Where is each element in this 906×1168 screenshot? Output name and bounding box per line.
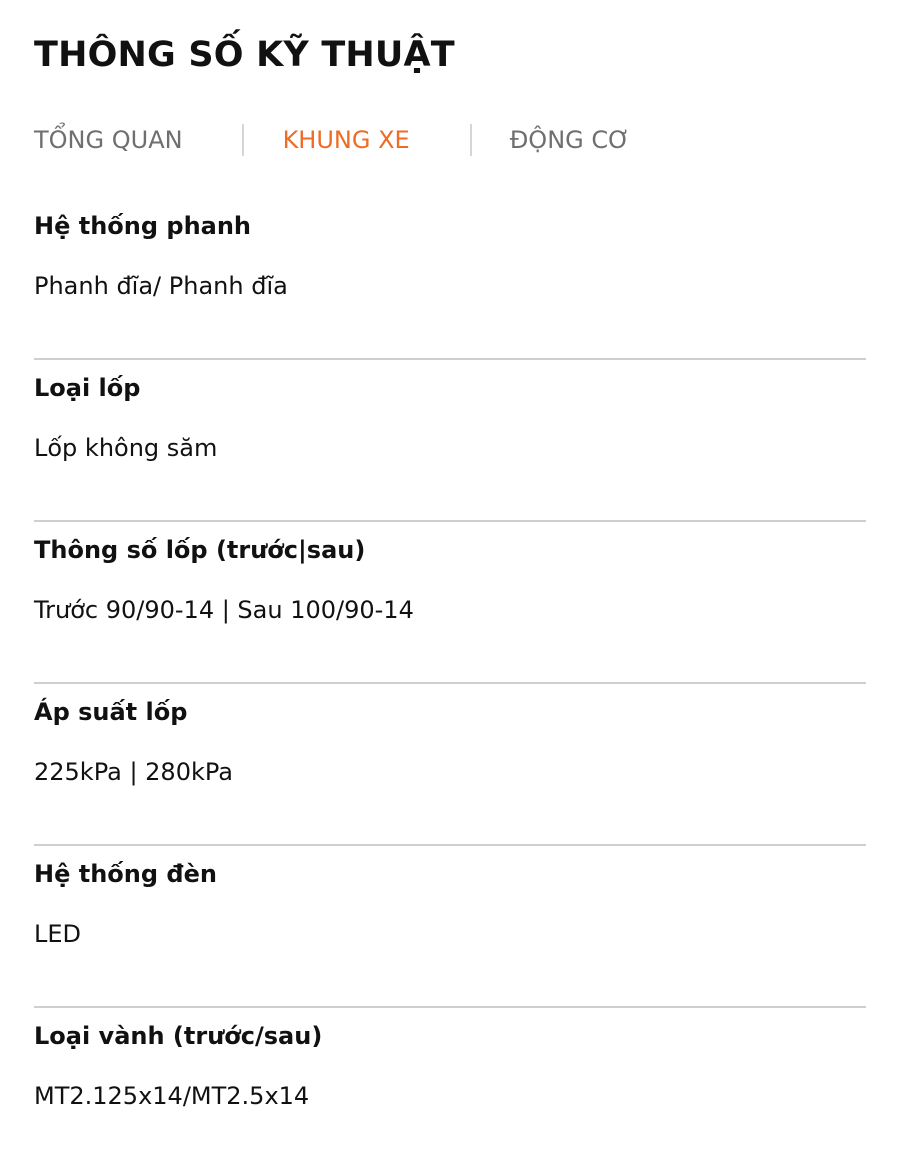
tab-overview[interactable]: TỔNG QUAN xyxy=(34,126,183,154)
spec-tabs xyxy=(34,120,630,160)
tab-divider xyxy=(470,124,472,156)
spec-item-lighting-system xyxy=(34,846,866,1008)
spec-label: Thông số lốp (trước|sau) xyxy=(34,536,366,564)
spec-value: Trước 90/90-14 | Sau 100/90-14 xyxy=(34,596,414,624)
spec-label: Loại vành (trước/sau) xyxy=(34,1022,323,1050)
spec-value: Phanh đĩa/ Phanh đĩa xyxy=(34,272,288,300)
spec-value: Lốp không săm xyxy=(34,434,218,462)
spec-label: Áp suất lốp xyxy=(34,698,188,726)
spec-list xyxy=(34,198,866,1168)
spec-item-tire-size xyxy=(34,522,866,684)
spec-label: Loại lốp xyxy=(34,374,141,402)
spec-value: MT2.125x14/MT2.5x14 xyxy=(34,1082,310,1110)
tab-divider xyxy=(242,124,244,156)
spec-value: LED xyxy=(34,920,82,948)
spec-item-tire-pressure xyxy=(34,684,866,846)
spec-label: Hệ thống đèn xyxy=(34,860,217,888)
spec-item-rim-type xyxy=(34,1008,866,1168)
tab-frame[interactable]: KHUNG XE xyxy=(282,126,410,154)
spec-item-tire-type xyxy=(34,360,866,522)
spec-label: Hệ thống phanh xyxy=(34,212,252,240)
spec-item-brake-system xyxy=(34,198,866,360)
spec-value: 225kPa | 280kPa xyxy=(34,758,233,786)
page-title: THÔNG SỐ KỸ THUẬT xyxy=(34,35,455,75)
tab-engine[interactable]: ĐỘNG CƠ xyxy=(509,126,631,154)
